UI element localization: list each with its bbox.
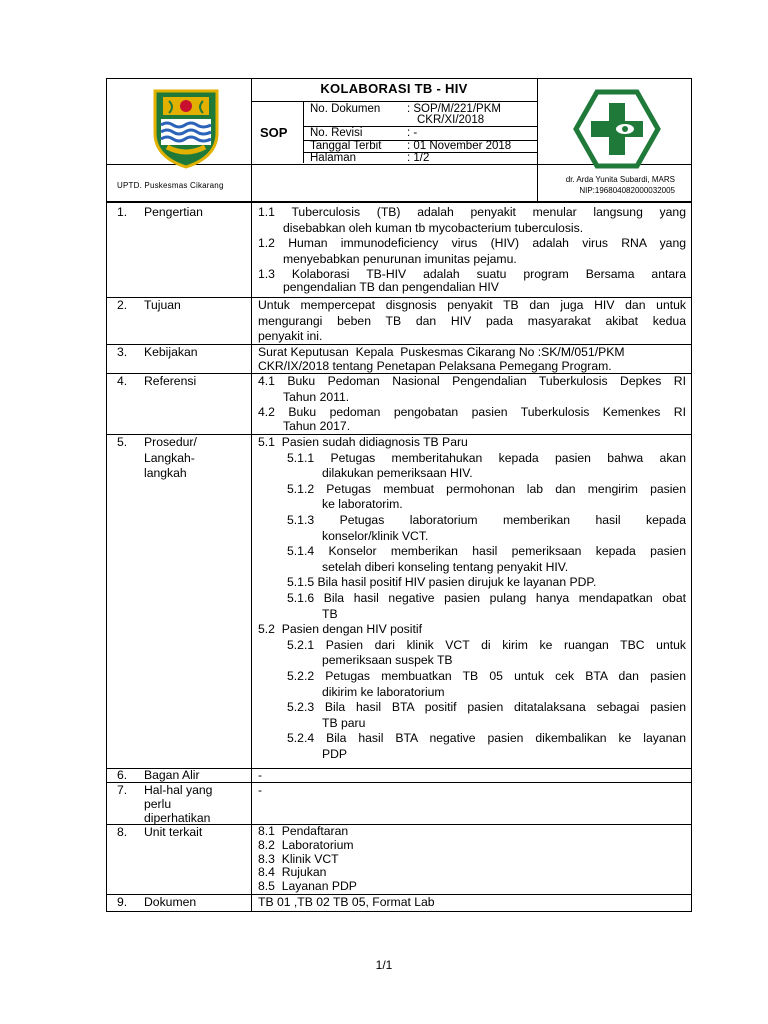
- row-text: Tahun 2017.: [283, 419, 351, 433]
- row-number: 1.: [117, 205, 128, 219]
- row-number: 4.: [117, 374, 128, 388]
- row-text: penyakit ini.: [258, 329, 323, 344]
- row-text: TB 01 ,TB 02 TB 05, Format Lab: [258, 895, 435, 909]
- revision-label: No. Revisi: [310, 127, 363, 139]
- row-label: Hal-hal yang: [144, 783, 213, 797]
- doc-number-value-cont: CKR/XI/2018: [417, 114, 485, 126]
- row-text: -: [258, 783, 263, 797]
- row-label: langkah: [144, 466, 187, 481]
- header-divider: [251, 101, 537, 102]
- sop-table: [106, 202, 692, 912]
- doc-number-value: : SOP/M/221/PKM: [407, 103, 501, 115]
- row-text: TB: [322, 606, 338, 621]
- row-number: 3.: [117, 345, 128, 359]
- row-number: 6.: [117, 768, 128, 782]
- issue-date-label: Tanggal Terbit: [310, 140, 382, 152]
- row-label: Langkah-: [144, 450, 195, 465]
- row-text: 1.3 Kolaborasi TB-HIV adalah suatu program Bersama antara: [258, 267, 686, 282]
- row-text: 5.1.3 Petugas laboratorium memberikan hasil kepada: [287, 513, 686, 527]
- page-number: 1/1: [375, 958, 393, 972]
- document-title: KOLABORASI TB - HIV: [320, 81, 468, 96]
- sop-label: SOP: [260, 125, 288, 140]
- row-label: Referensi: [144, 374, 197, 388]
- row-number: 8.: [117, 825, 128, 839]
- row-text: 5.2.2 Petugas membuatkan TB 05 untuk cek BTA dan pasien: [287, 669, 686, 683]
- issue-date-value: : 01 November 2018: [407, 140, 512, 152]
- row-text: 8.3 Klinik VCT: [258, 851, 339, 866]
- doc-number-label: No. Dokumen: [310, 103, 381, 115]
- puskesmas-logo-icon: [573, 89, 661, 169]
- revision-value: : -: [407, 127, 418, 139]
- row-text: pengendalian TB dan pengendalian HIV: [283, 280, 499, 294]
- institution-name: UPTD. Puskesmas Cikarang: [117, 181, 224, 190]
- header-divider: [303, 101, 304, 163]
- header-divider: [251, 79, 252, 201]
- row-text: mengurangi beben TB dan HIV pada masyarakat akibat kedua: [258, 313, 686, 328]
- row-label: diperhatikan: [144, 811, 211, 825]
- row-label: Bagan Alir: [144, 768, 200, 782]
- row-text: TB paru: [322, 715, 366, 730]
- row-text: 5.1 Pasien sudah didiagnosis TB Paru: [258, 435, 468, 449]
- row-text: -: [258, 768, 263, 782]
- row-text: 5.2.1 Pasien dari klinik VCT di kirim ke ruangan TBC untuk: [287, 637, 686, 652]
- row-text: Tahun 2011.: [283, 389, 350, 404]
- row-text: konselor/klinik VCT.: [322, 528, 429, 543]
- row-number: 5.: [117, 435, 128, 449]
- row-divider: [107, 202, 691, 203]
- row-text: 5.1.5 Bila hasil positif HIV pasien dirujuk ke layanan PDP.: [287, 575, 597, 590]
- row-text: menyebabkan penurunan imunitas pejamu.: [283, 251, 517, 266]
- column-divider: [251, 202, 252, 911]
- row-text: 1.1 Tuberculosis (TB) adalah penyakit menular langsung yang: [258, 205, 686, 219]
- row-label: Unit terkait: [144, 825, 203, 839]
- signatory-nip: NIP:196804082000032005: [579, 186, 675, 195]
- row-text: 4.1 Buku Pedoman Nasional Pengendalian Tuberkulosis Depkes RI: [258, 374, 686, 388]
- row-label: perlu: [144, 797, 172, 811]
- row-text: 4.2 Buku pedoman pengobatan pasien Tuberkulosis Kemenkes RI: [258, 405, 686, 420]
- row-label: Prosedur/: [144, 435, 197, 449]
- row-text: 8.2 Laboratorium: [258, 837, 354, 852]
- row-text: 5.1.6 Bila hasil negative pasien pulang hanya mendapatkan obat: [287, 591, 686, 605]
- row-text: Surat Keputusan Kepala Puskesmas Cikarang No :SK/M/051/PKM: [258, 345, 625, 359]
- row-text: 5.1.2 Petugas membuat permohonan lab dan mengirim pasien: [287, 481, 686, 496]
- row-number: 2.: [117, 298, 128, 312]
- row-text: PDP: [322, 747, 348, 761]
- row-label: Tujuan: [144, 298, 181, 312]
- row-text: pemeriksaan suspek TB: [322, 653, 453, 668]
- row-number: 7.: [117, 783, 128, 797]
- row-label: Dokumen: [144, 895, 197, 909]
- row-text: 5.2.4 Bila hasil BTA negative pasien dikembalikan ke layanan: [287, 731, 686, 746]
- row-text: setelah diberi konseling tentang penyakit HIV.: [322, 559, 569, 574]
- row-text: 8.1 Pendaftaran: [258, 824, 349, 838]
- regency-emblem-icon: [149, 87, 223, 169]
- row-text: 5.1.4 Konselor memberikan hasil pemeriksaan kepada pasien: [287, 544, 686, 559]
- signatory-name: dr. Arda Yunita Subardi, MARS: [565, 175, 675, 184]
- row-text: 1.2 Human immunodeficiency virus (HIV) adalah virus RNA yang: [258, 236, 686, 251]
- row-text: ke laboratorim.: [322, 497, 403, 512]
- sop-header: [106, 78, 692, 202]
- row-text: 5.2.3 Bila hasil BTA positif pasien ditatalaksana sebagai pasien: [287, 700, 686, 715]
- row-text: 5.2 Pasien dengan HIV positif: [258, 622, 422, 637]
- row-text: dikirim ke laboratorium: [322, 684, 445, 699]
- row-text: Untuk mempercepat disgnosis penyakit TB dan juga HIV dan untuk: [258, 298, 686, 312]
- row-text: 8.4 Rujukan: [258, 865, 327, 880]
- row-number: 9.: [117, 895, 128, 909]
- row-text: dilakukan pemeriksaan HIV.: [322, 466, 473, 481]
- row-text: CKR/IX/2018 tentang Penetapan Pelaksana Pemegang Program.: [258, 359, 612, 373]
- signatory-block: [515, 174, 675, 196]
- row-label: Kebijakan: [144, 345, 198, 359]
- row-text: 5.1.1 Petugas memberitahukan kepada pasien bahwa akan: [287, 450, 686, 465]
- row-text: disebabkan oleh kuman tb mycobacterium tuberculosis.: [283, 220, 584, 235]
- row-label: Pengertian: [144, 205, 203, 219]
- page-value: : 1/2: [407, 152, 430, 164]
- page-label: Halaman: [310, 152, 357, 164]
- row-text: 8.5 Layanan PDP: [258, 879, 357, 894]
